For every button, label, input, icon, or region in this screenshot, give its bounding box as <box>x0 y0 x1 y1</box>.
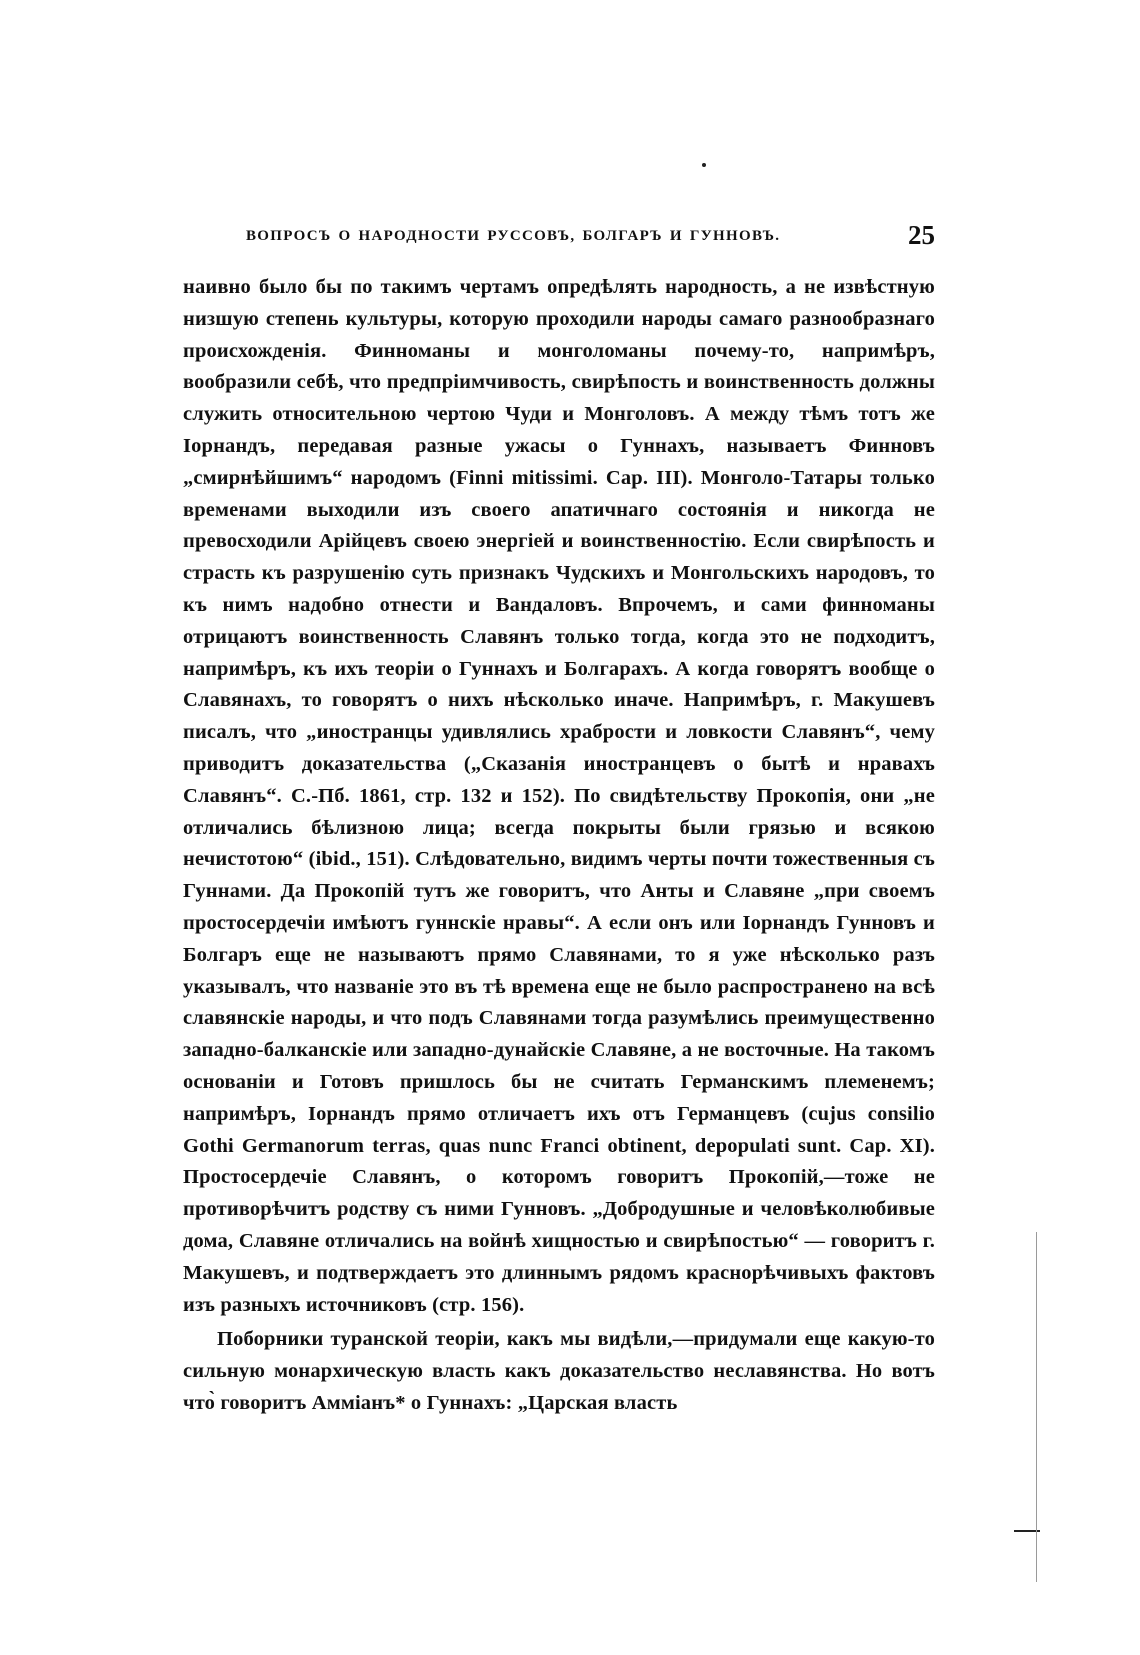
paragraph-2: Поборники туранской теоріи, какъ мы видѣли,—придумали еще какую-то сильную монархическую власть какъ доказательство неславянства. Но вотъ что̀ говоритъ Амміанъ* о Гуннахъ: „Царская власть <box>183 1328 935 1414</box>
page-edge-line <box>1036 1232 1037 1582</box>
page-header <box>246 220 935 252</box>
paragraph-1: наивно было бы по такимъ чертамъ опредѣлять народность, а не извѣстную низшую степень культуры, которую проходили народы самаго разнообразнаго происхожденія. Финноманы и монголоманы почему-то, напримѣръ, вообразили себѣ, что предпріимчивость, свирѣпость и воинственность должны служить относительною чертою Чуди и Монголовъ. А между тѣмъ тотъ же Іорнандъ, передавая разные ужасы о Гуннахъ, называетъ Финновъ „смирнѣйшимъ“ народомъ (Finni mitissimi. Cap. III). Монголо-Татары только временами выходили изъ своего апатичнаго состоянія и никогда не превосходили Арійцевъ своею энергіей и воинственностію. Если свирѣпость и страсть къ разрушенію суть признакъ Чудскихъ и Монгольскихъ народовъ, то къ нимъ надобно отнести и Вандаловъ. Впрочемъ, и сами финноманы отрицаютъ воинственность Славянъ только тогда, когда это не подходитъ, напримѣръ, къ ихъ теоріи о Гуннахъ и Болгарахъ. А когда говорятъ вообще о Славянахъ, то говорятъ о нихъ нѣсколько иначе. Напримѣръ, г. Макушевъ писалъ, что „иностранцы удивлялись храбрости и ловкости Славянъ“, чему приводитъ доказательства („Сказанія иностранцевъ о бытѣ и нравахъ Славянъ“. С.-Пб. 1861, стр. 132 и 152). По свидѣтельству Прокопія, они „не отличались бѣлизною лица; всегда покрыты были грязью и всякою нечистотою“ (ibid., 151). Слѣдовательно, видимъ черты почти тожественныя съ Гуннами. Да Прокопій тутъ же говоритъ, что Анты и Славяне „при своемъ простосердечіи имѣютъ гуннскіе нравы“. А если онъ или Іорнандъ Гунновъ и Болгаръ еще не называютъ прямо Славянами, то я уже нѣсколько разъ указывалъ, что названіе это въ тѣ времена еще не было распространено на всѣ славянскіе народы, и что подъ Славянами тогда разумѣлись преимущественно западно-балканскіе или западно-дунайскіе Славяне, а не восточные. На такомъ основаніи и Готовъ пришлось бы не считать Германскимъ племенемъ; напримѣръ, Іорнандъ прямо отличаетъ ихъ отъ Германцевъ (cujus consilio Gothi Germanorum terras, quas nunc Franci obtinent, depopulati sunt. Cap. XI). Простосердечіе Славянъ, о которомъ говоритъ Прокопій,—тоже не противорѣчитъ родству съ ними Гунновъ. „Добродушные и человѣколюбивые дома, Славяне отличались на войнѣ хищностью и свирѣпостью“ — говоритъ г. Макушевъ, и подтверждаетъ это длиннымъ рядомъ краснорѣчивыхъ фактовъ изъ разныхъ источниковъ (стр. 156). <box>183 276 935 1316</box>
body-text <box>183 272 935 1420</box>
speck <box>702 163 706 167</box>
page-number: 25 <box>908 220 935 250</box>
running-head: ВОПРОСЪ О НАРОДНОСТИ РУССОВЪ, БОЛГАРЪ И ГУННОВЪ. <box>246 228 781 244</box>
